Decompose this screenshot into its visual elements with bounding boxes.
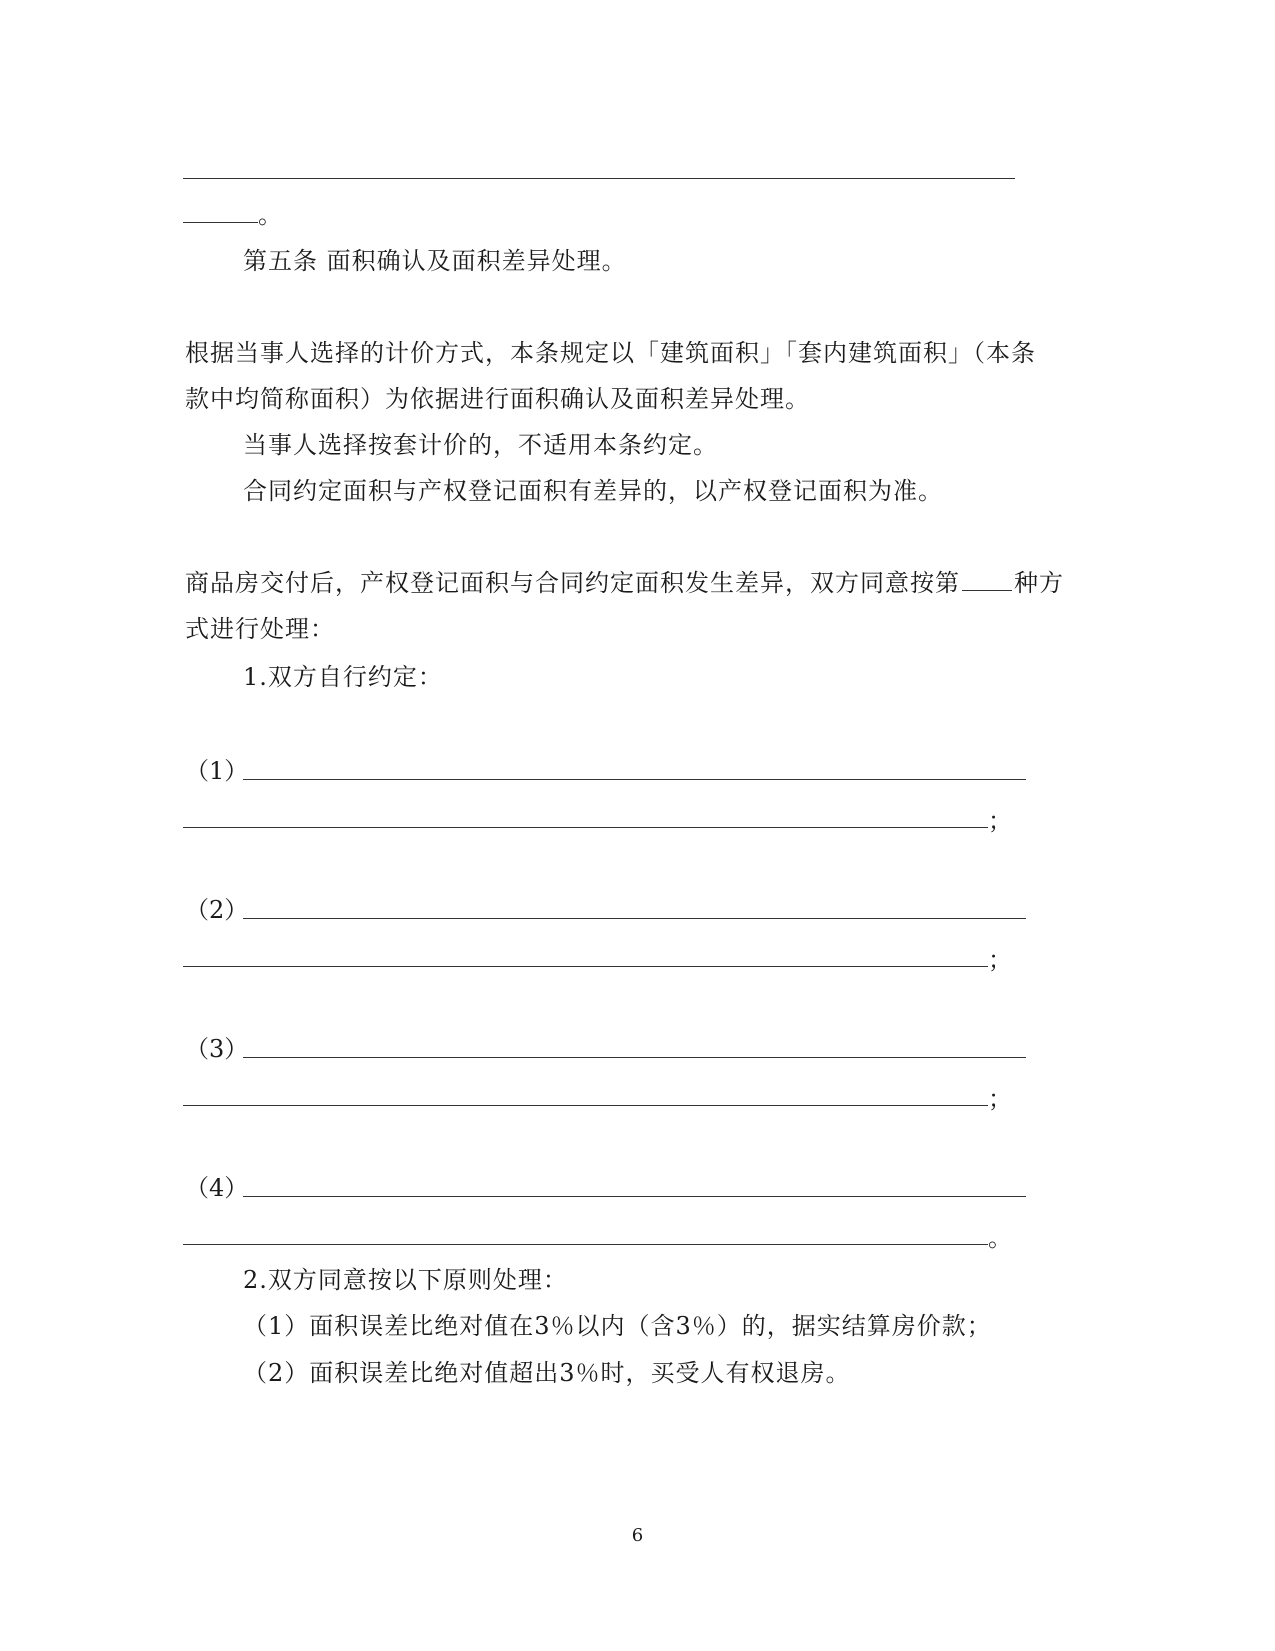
term-2-label: （2） bbox=[185, 896, 249, 924]
paragraph-registration: 合同约定面积与产权登记面积有差异的，以产权登记面积为准。 bbox=[243, 477, 943, 505]
delivery-text-after: 种方 bbox=[1014, 569, 1064, 597]
article-heading: 第五条 面积确认及面积差异处理。 bbox=[243, 247, 627, 275]
term-1-line-2 bbox=[183, 827, 988, 828]
term-1-label: （1） bbox=[185, 757, 249, 785]
term-2-end: ； bbox=[988, 946, 1012, 974]
option-1-title: 1.双方自行约定： bbox=[243, 663, 443, 691]
top-blank-end bbox=[183, 198, 283, 232]
term-4-line-1 bbox=[243, 1196, 1026, 1197]
term-4-end: 。 bbox=[988, 1224, 1012, 1252]
term-1-line-1 bbox=[243, 779, 1026, 780]
short-blank bbox=[183, 202, 258, 223]
paragraph-per-unit: 当事人选择按套计价的，不适用本条约定。 bbox=[243, 431, 718, 459]
term-3-label: （3） bbox=[185, 1035, 249, 1063]
top-blank-line bbox=[183, 178, 1015, 179]
term-3-line-2 bbox=[183, 1105, 988, 1106]
paragraph-delivery-line-2: 式进行处理： bbox=[185, 615, 335, 643]
term-4-label: （4） bbox=[185, 1174, 249, 1202]
term-2-line-1 bbox=[243, 918, 1026, 919]
delivery-text-before: 商品房交付后，产权登记面积与合同约定面积发生差异，双方同意按第 bbox=[185, 569, 960, 597]
term-1-end: ； bbox=[988, 807, 1012, 835]
term-3-line-1 bbox=[243, 1057, 1026, 1058]
term-4-line-2 bbox=[183, 1244, 988, 1245]
term-2-line-2 bbox=[183, 966, 988, 967]
page-number: 6 bbox=[631, 1525, 644, 1546]
paragraph-basis-line-2: 款中均简称面积）为依据进行面积确认及面积差异处理。 bbox=[185, 385, 810, 413]
term-3-end: ； bbox=[988, 1085, 1012, 1113]
option-2-title: 2.双方同意按以下原则处理： bbox=[243, 1266, 568, 1294]
principle-2: （2）面积误差比绝对值超出3％时，买受人有权退房。 bbox=[243, 1359, 851, 1387]
principle-1: （1）面积误差比绝对值在3％以内（含3％）的，据实结算房价款； bbox=[243, 1312, 992, 1340]
end-punctuation: 。 bbox=[258, 201, 283, 229]
paragraph-basis-line-1: 根据当事人选择的计价方式，本条规定以「建筑面积」「套内建筑面积」（本条 bbox=[185, 339, 1036, 367]
method-number-blank bbox=[962, 570, 1012, 591]
paragraph-delivery-line-1 bbox=[185, 566, 1064, 600]
